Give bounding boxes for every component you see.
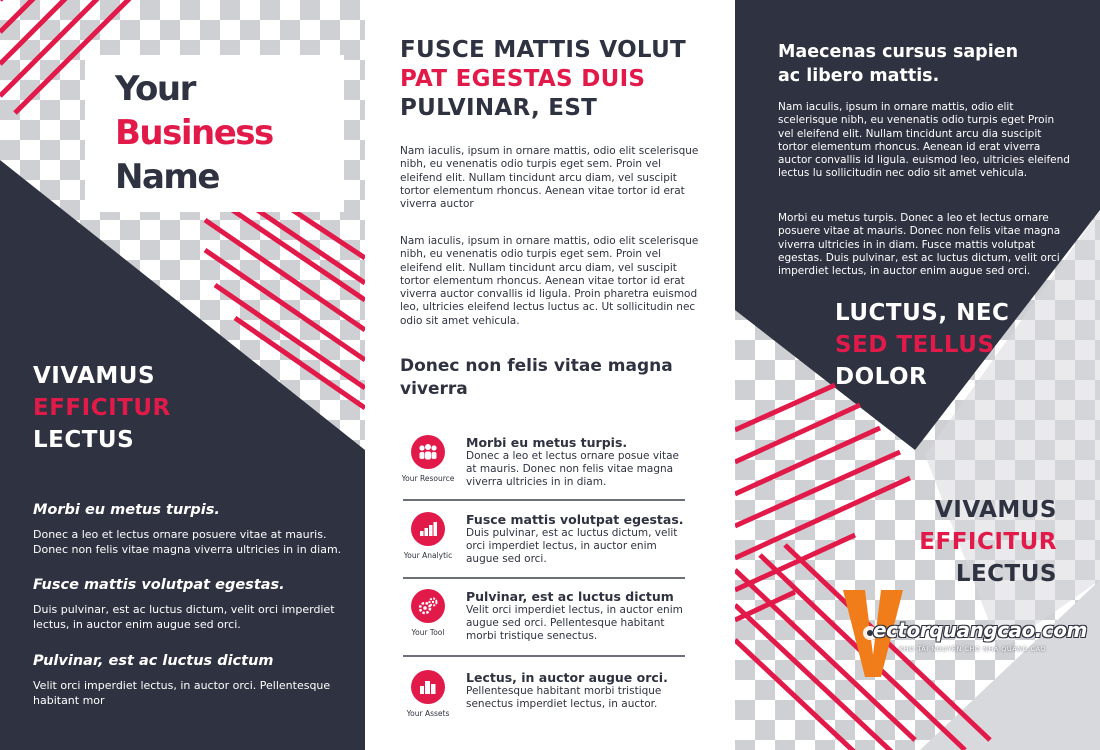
right-title bbox=[778, 40, 1018, 88]
middle-paragraph-1: Nam iaculis, ipsum in ornare mattis, odio elit scelerisque nibh, eu venenatis odio turpis eget sem. Proin vel eleifend elit. Nullam tincidunt arcu diam, vel suscipit tortor elementum rhoncus. Aenean vitae tortor id erat viverra auctor bbox=[400, 145, 699, 211]
middle-paragraph-2: Nam iaculis, ipsum in ornare mattis, odio elit scelerisque nibh, eu venenatis odio turpis eget sem. Proin vel eleifend elit. Nullam tincidunt arcu diam, vel suscipit tortor elementum rhoncus. Aenean vitae tortor id erat viverra auctor convallis id ligula. Proin pharetra euismod leo, ultricies eleifend lectus luctus ac. Ut sollicitudin nec odio sit amet vehicula. bbox=[400, 235, 699, 327]
middle-panel bbox=[365, 0, 735, 750]
middle-title-line-2: PAT EGESTAS DUIS bbox=[400, 66, 646, 92]
feature-title: Fusce mattis volutpat egestas. bbox=[466, 512, 684, 527]
right-title-line-2: ac libero mattis. bbox=[778, 66, 940, 86]
right-heading-2-line-3: LECTUS bbox=[955, 561, 1057, 587]
feature-caption: Your Tool bbox=[411, 628, 445, 637]
watermark-brand: ectorquangcao.com bbox=[873, 618, 1087, 642]
right-heading-1-line-2: SED TELLUS bbox=[835, 332, 995, 358]
people-icon bbox=[411, 435, 445, 469]
divider bbox=[403, 577, 685, 579]
feature-title: Morbi eu metus turpis. bbox=[466, 435, 628, 450]
feature-item bbox=[398, 670, 685, 740]
left-block-3 bbox=[33, 651, 343, 708]
feature-item bbox=[398, 435, 685, 505]
feature-title: Lectus, in auctor augue orci. bbox=[466, 670, 668, 685]
left-block-1 bbox=[33, 500, 343, 557]
city-icon bbox=[411, 670, 445, 704]
feature-caption: Your Resource bbox=[401, 474, 455, 483]
feature-body: Donec a leo et lectus ornare posue vitae at mauris. Donec non felis vitae magna viverra ultricies in in diam. bbox=[466, 450, 679, 488]
left-block-2-body: Duis pulvinar, est ac luctus dictum, velit orci imperdiet lectus, in auctor enim augue sed orci. bbox=[33, 603, 335, 631]
gears-icon bbox=[411, 589, 445, 623]
right-heading-2-line-1: VIVAMUS bbox=[934, 497, 1057, 523]
business-name-line-3: Name bbox=[115, 157, 219, 197]
feature-item bbox=[398, 589, 685, 659]
divider bbox=[403, 499, 685, 501]
left-heading-line-3: LECTUS bbox=[33, 427, 135, 453]
left-block-3-body: Velit orci imperdiet lectus, in auctor orci. Pellentesque habitant mor bbox=[33, 679, 331, 707]
right-heading-1-line-1: LUCTUS, NEC bbox=[835, 300, 1010, 326]
left-block-2 bbox=[33, 575, 343, 632]
feature-title: Pulvinar, est ac luctus dictum bbox=[466, 589, 674, 604]
feature-caption: Your Analytic bbox=[403, 551, 453, 560]
middle-title-line-1: FUSCE MATTIS VOLUT bbox=[400, 37, 687, 63]
right-title-line-1: Maecenas cursus sapien bbox=[778, 42, 1019, 62]
left-panel bbox=[0, 0, 365, 750]
watermark-tagline: KHO TÀI NGUYÊN CHO NHÀ QUẢNG CÁO bbox=[899, 645, 1047, 653]
left-heading-line-1: VIVAMUS bbox=[33, 363, 156, 389]
middle-title bbox=[400, 36, 686, 123]
left-block-1-title: Morbi eu metus turpis. bbox=[33, 502, 220, 518]
left-heading-line-2: EFFICITUR bbox=[33, 395, 171, 421]
right-paragraph-1: Nam iaculis, ipsum in ornare mattis, odio elit scelerisque nibh, eu venenatis odio turpis eget Proin vel eleifend elit. Nullam tincidunt arcu dia suscipit tortor elementum rhoncus. Aenean id erat viverra auctor convallis id ligula. euismod leo, ultricies eleifend lectus lu sollicitudin nec odio sit amet vehicula. bbox=[778, 101, 1070, 180]
right-heading-1 bbox=[835, 297, 1009, 393]
business-name-line-1: Your bbox=[115, 69, 195, 109]
business-name-card bbox=[85, 55, 344, 212]
bar-chart-icon bbox=[411, 512, 445, 546]
feature-body: Velit orci imperdiet lectus, in auctor enim augue sed orci. Pellentesque habitant morbi tristique senectus. bbox=[466, 604, 683, 642]
feature-body: Pellentesque habitant morbi tristique senectus imperdiet lectus, in auctor. bbox=[466, 685, 662, 710]
feature-caption: Your Assets bbox=[406, 709, 450, 718]
right-heading-2 bbox=[919, 494, 1057, 590]
right-heading-1-line-3: DOLOR bbox=[835, 364, 928, 390]
left-block-1-body: Donec a leo et lectus ornare posuere vitae at mauris. Donec non felis vitae magna viverra ultricies in in diam. bbox=[33, 528, 342, 556]
business-name-line-2: Business bbox=[115, 113, 273, 153]
right-paragraph-2: Morbi eu metus turpis. Donec a leo et lectus ornare posuere vitae at mauris. Donec non felis vitae magna viverra ultricies in in diam. Fusce mattis volutpat egestas. Duis pulvinar, est ac luctus dictum, velit orci imperdiet lectus, in auctor enim augue sed orci. bbox=[778, 212, 1061, 278]
right-heading-2-line-2: EFFICITUR bbox=[919, 529, 1057, 555]
divider bbox=[403, 655, 685, 657]
left-block-2-title: Fusce mattis volutpat egestas. bbox=[33, 577, 285, 593]
feature-item bbox=[398, 512, 685, 582]
right-panel bbox=[735, 0, 1100, 750]
middle-subheading: Donec non felis vitae magna viverra bbox=[400, 356, 673, 399]
middle-title-line-3: PULVINAR, EST bbox=[400, 95, 598, 121]
left-block-3-title: Pulvinar, est ac luctus dictum bbox=[33, 653, 274, 669]
left-heading bbox=[33, 360, 171, 456]
watermark-logo bbox=[843, 585, 1087, 680]
feature-body: Duis pulvinar, est ac luctus dictum, velit orci imperdiet lectus, in auctor enim augue sed orci. bbox=[466, 527, 678, 565]
